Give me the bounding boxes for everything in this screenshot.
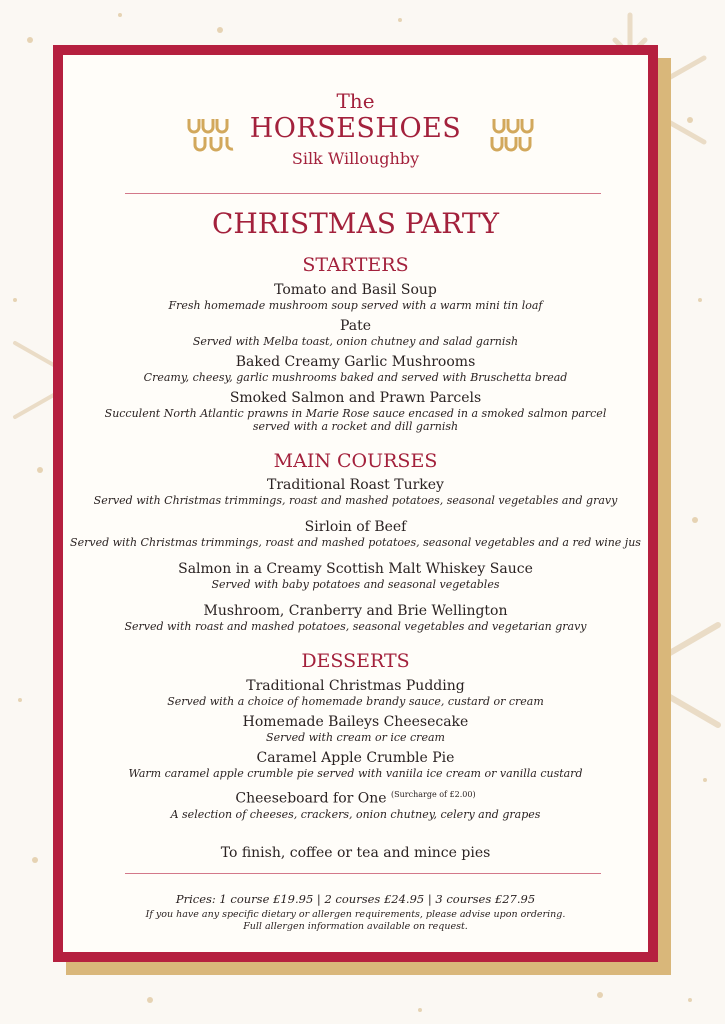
item-description: Warm caramel apple crumble pie served with vaniila ice cream or vanilla custard: [128, 767, 583, 780]
menu-item: [53, 714, 658, 744]
item-name: [53, 786, 658, 808]
allergen-note: Full allergen information available on request.: [243, 921, 468, 932]
menu-item: [53, 678, 658, 708]
section-title-starters: STARTERS: [302, 254, 409, 276]
menu-item: [53, 354, 658, 384]
surcharge-note: (Surcharge of £2.00): [391, 790, 476, 799]
menu-content: [53, 45, 658, 962]
item-name: Sirloin of Beef: [304, 519, 407, 535]
item-name: Tomato and Basil Soup: [274, 282, 437, 298]
mains-section: [53, 450, 658, 633]
menu-title: CHRISTMAS PARTY: [211, 207, 500, 240]
item-description: Served with roast and mashed potatoes, seasonal vegetables and vegetarian gravy: [124, 620, 587, 633]
header-divider: [125, 193, 601, 194]
item-description: Served with baby potatoes and seasonal vegetables: [211, 578, 500, 591]
menu-item: [53, 318, 658, 348]
desserts-section: [53, 650, 658, 821]
item-description: A selection of cheeses, crackers, onion chutney, celery and grapes: [170, 807, 541, 821]
item-description: Served with Melba toast, onion chutney and salad garnish: [192, 335, 519, 348]
item-name: Caramel Apple Crumble Pie: [256, 750, 455, 766]
menu-item: [53, 390, 658, 433]
item-description: Succulent North Atlantic prawns in Marie Rose sauce encased in a smoked salmon parcel: [104, 407, 607, 420]
item-name: Smoked Salmon and Prawn Parcels: [229, 390, 482, 406]
item-name: Homemade Baileys Cheesecake: [242, 714, 469, 730]
item-description-line2: served with a rocket and dill garnish: [252, 420, 459, 433]
item-name-text: Cheeseboard for One: [235, 790, 387, 807]
item-name: Traditional Roast Turkey: [267, 477, 444, 493]
item-description: Served with cream or ice cream: [266, 731, 445, 744]
menu-item: [53, 519, 658, 549]
brand-location: Silk Willoughby: [291, 149, 420, 168]
menu-item: [53, 561, 658, 591]
section-title-desserts: DESSERTS: [301, 650, 410, 672]
price-line: Prices: 1 course £19.95 | 2 courses £24.95 | 3 courses £27.95: [175, 892, 536, 906]
brand-name: HORSESHOES: [249, 113, 462, 144]
footer-divider: [125, 873, 601, 874]
item-name: Pate: [339, 318, 372, 334]
menu-item: [53, 477, 658, 507]
section-title-mains: MAIN COURSES: [273, 450, 438, 472]
item-name: Salmon in a Creamy Scottish Malt Whiskey Sauce: [178, 561, 533, 577]
item-name: Baked Creamy Garlic Mushrooms: [235, 354, 476, 370]
item-name: Mushroom, Cranberry and Brie Wellington: [203, 603, 508, 619]
item-name: Traditional Christmas Pudding: [246, 678, 465, 694]
item-description: Fresh homemade mushroom soup served with a warm mini tin loaf: [168, 299, 543, 312]
starters-section: [53, 254, 658, 433]
item-description: Served with Christmas trimmings, roast and mashed potatoes, seasonal vegetables and a red wine jus: [70, 536, 641, 549]
finish-note: To finish, coffee or tea and mince pies: [220, 845, 491, 861]
dietary-note: If you have any specific dietary or allergen requirements, please advise upon ordering.: [145, 909, 566, 920]
item-description: Served with Christmas trimmings, roast and mashed potatoes, seasonal vegetables and gravy: [93, 494, 618, 507]
menu-item: [53, 282, 658, 312]
menu-item: [53, 786, 658, 821]
menu-item: [53, 750, 658, 780]
brand-the: The: [336, 89, 375, 113]
menu-item: [53, 603, 658, 633]
item-description: Served with a choice of homemade brandy sauce, custard or cream: [167, 695, 544, 708]
item-description: Creamy, cheesy, garlic mushrooms baked and served with Bruschetta bread: [143, 371, 568, 384]
